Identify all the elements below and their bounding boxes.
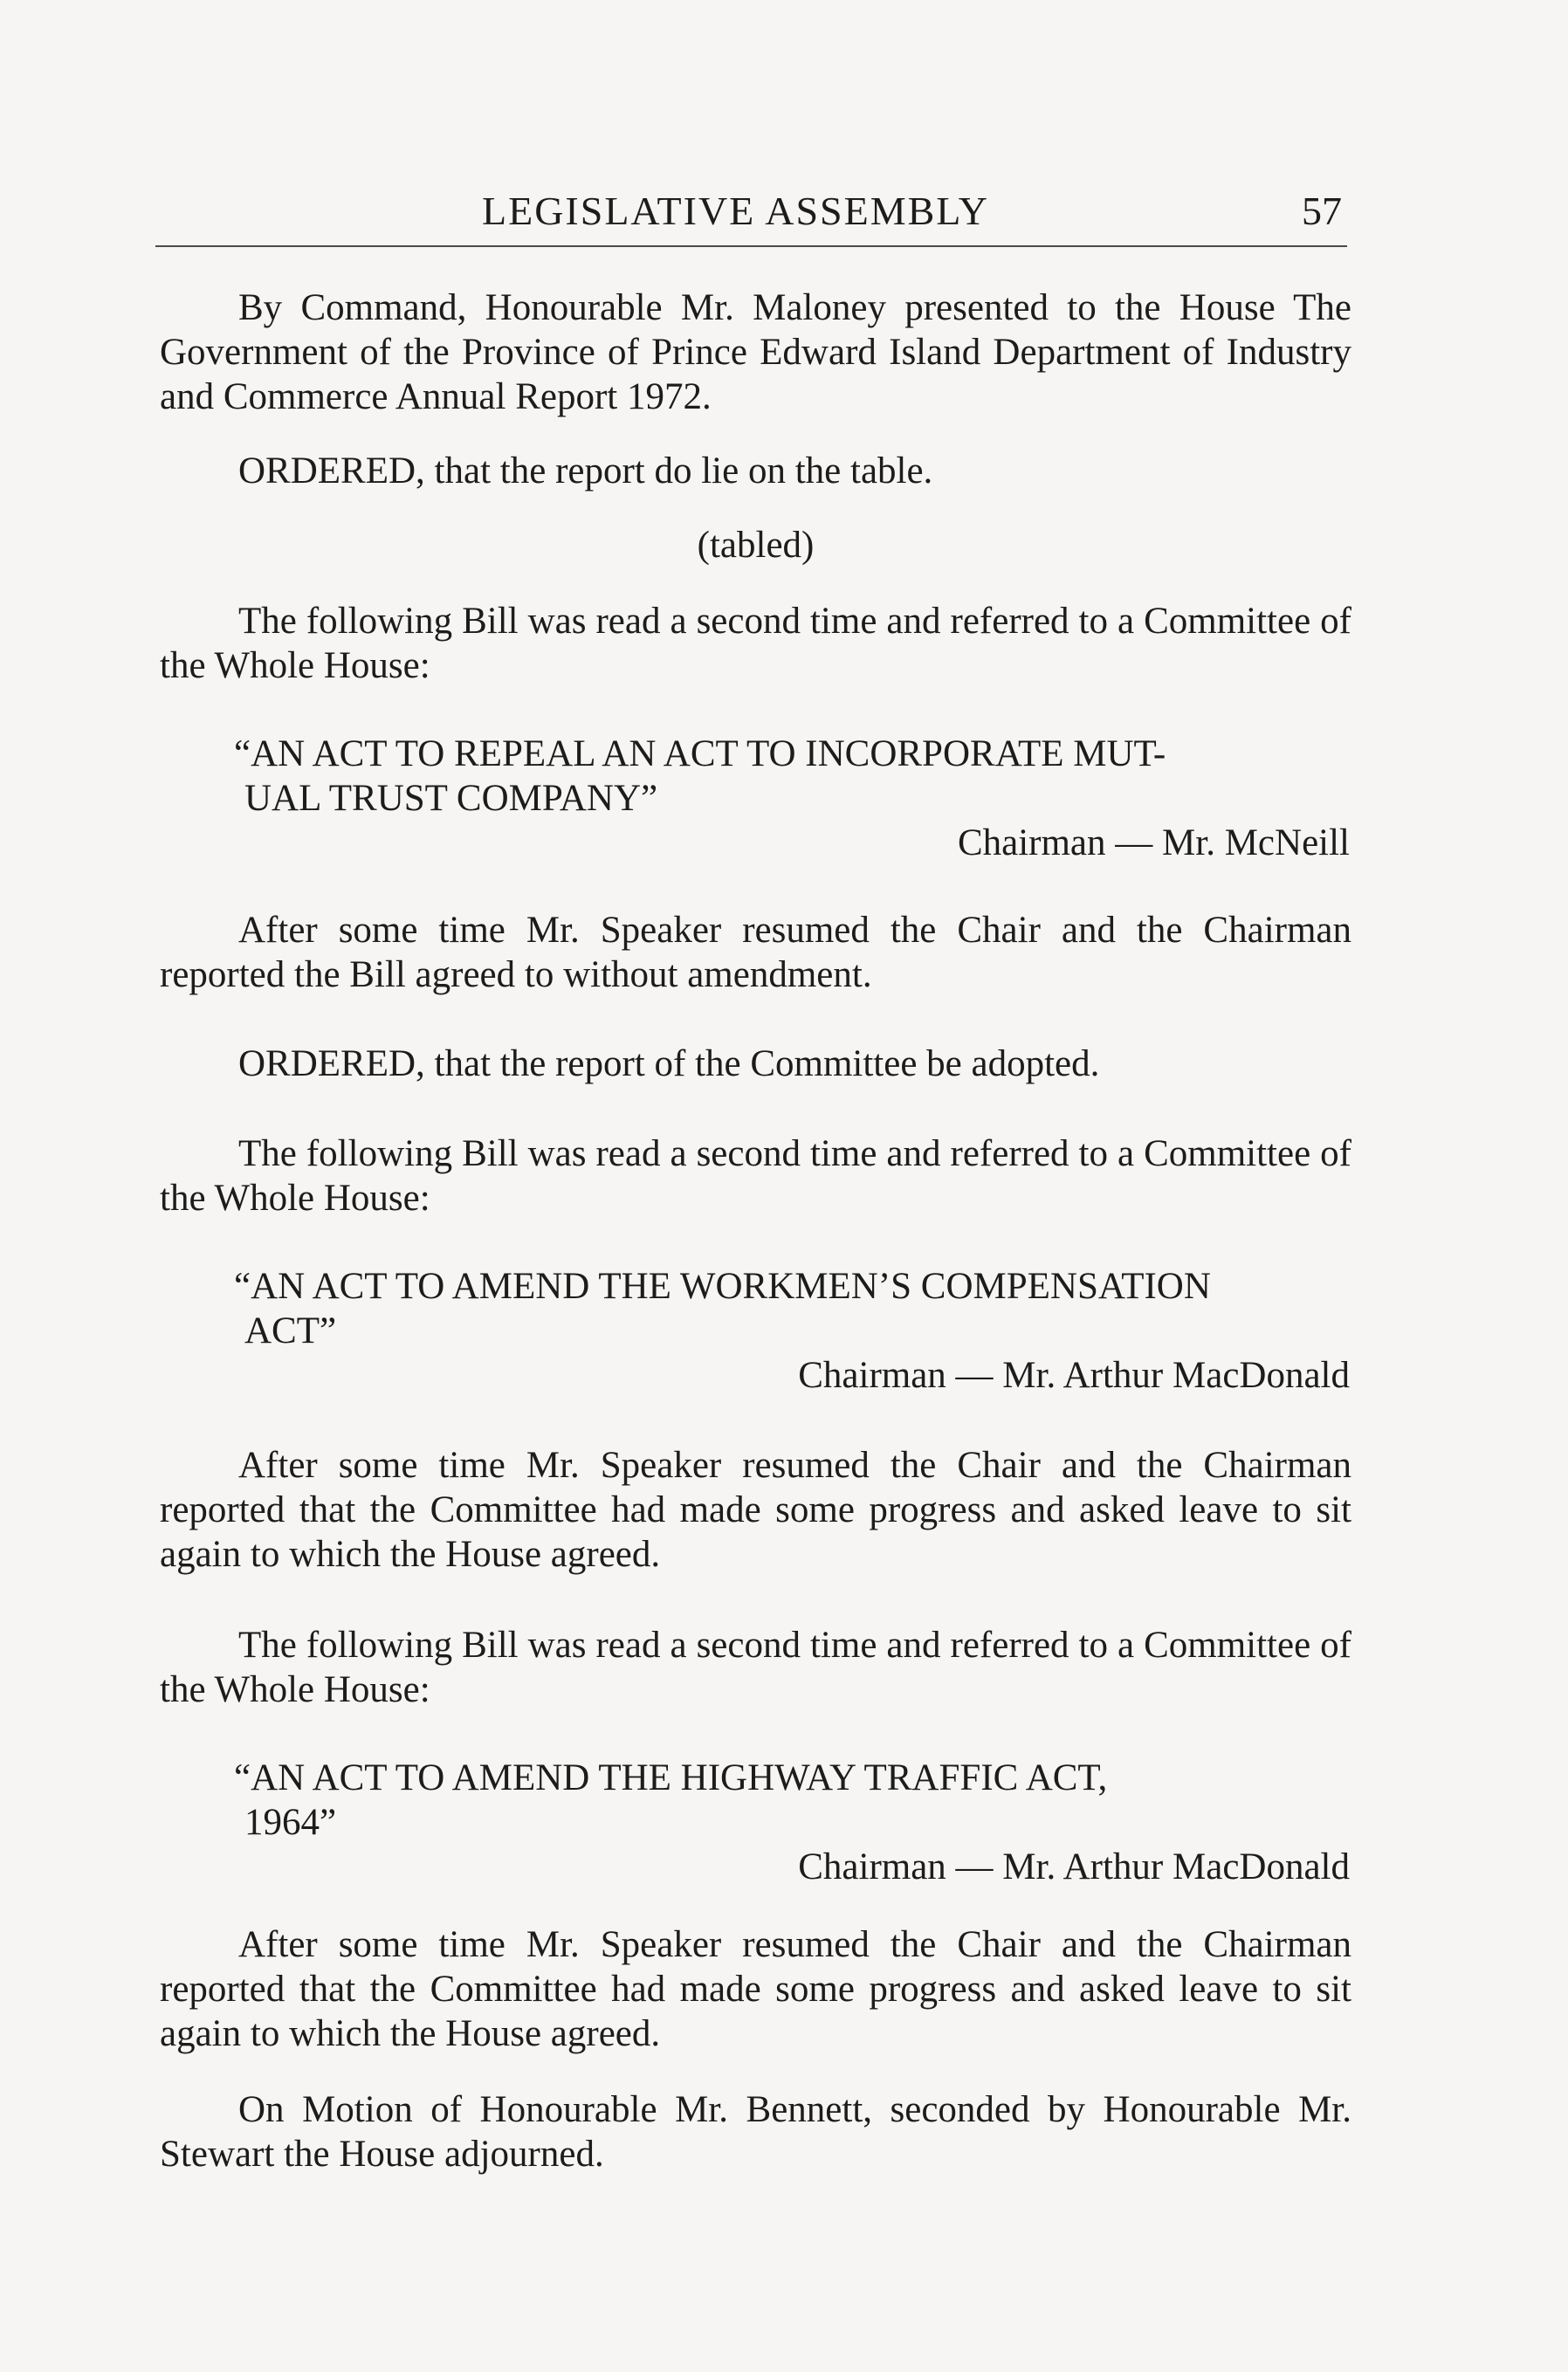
page-number: 57 [1302,189,1342,233]
paragraph-speaker-resumed-3: After some time Mr. Speaker resumed the Chair and the Chairman reported that the Committee had made some progress and asked leave to sit again to which the House agreed. [160,1924,1351,2054]
paragraph-speaker-resumed-1: After some time Mr. Speaker resumed the Chair and the Chairman reported the Bill agreed to without amendment. [160,910,1351,995]
bill-1-chairman: Chairman — Mr. McNeill [957,822,1350,863]
running-title: LEGISLATIVE ASSEMBLY [482,189,990,233]
bill-2-chairman: Chairman — Mr. Arthur MacDonald [798,1355,1350,1396]
paragraph-bill-read-3: The following Bill was read a second time and referred to a Committee of the Whole House: [160,1625,1351,1710]
paragraph-speaker-resumed-2: After some time Mr. Speaker resumed the Chair and the Chairman reported that the Committee had made some progress and asked leave to sit again to which the House agreed. [160,1445,1351,1575]
bill-title-3-line-2: 1964” [244,1802,337,1843]
bill-title-3 [234,1756,1347,1845]
bill-title-1 [234,732,1347,821]
paragraph-report-presented: By Command, Honourable Mr. Maloney presented to the House The Government of the Province of Prince Edward Island Department of Industry and Commerce Annual Report 1972. [160,287,1351,417]
running-head [155,185,1347,237]
bill-title-2-line-1: “AN ACT TO AMEND THE WORKMEN’S COMPENSATION [234,1266,1211,1307]
bill-title-3-line-1: “AN ACT TO AMEND THE HIGHWAY TRAFFIC ACT, [234,1757,1108,1798]
paragraph-ordered-report: ORDERED, that the report do lie on the table. [238,450,933,492]
paragraph-ordered-adopted: ORDERED, that the report of the Committee be adopted. [238,1043,1100,1084]
paragraph-bill-read-1: The following Bill was read a second time and referred to a Committee of the Whole House: [160,601,1351,686]
bill-title-2-line-2: ACT” [244,1310,337,1351]
paragraph-tabled: (tabled) [697,525,815,566]
header-rule [155,245,1347,247]
paragraph-bill-read-2: The following Bill was read a second time and referred to a Committee of the Whole House: [160,1133,1351,1219]
bill-title-1-line-2: UAL TRUST COMPANY” [244,778,658,819]
bill-3-chairman: Chairman — Mr. Arthur MacDonald [798,1846,1350,1887]
paragraph-adjourned: On Motion of Honourable Mr. Bennett, seconded by Honourable Mr. Stewart the House adjourned. [160,2089,1351,2175]
bill-title-1-line-1: “AN ACT TO REPEAL AN ACT TO INCORPORATE MUT- [234,733,1166,774]
bill-title-2 [234,1264,1347,1353]
